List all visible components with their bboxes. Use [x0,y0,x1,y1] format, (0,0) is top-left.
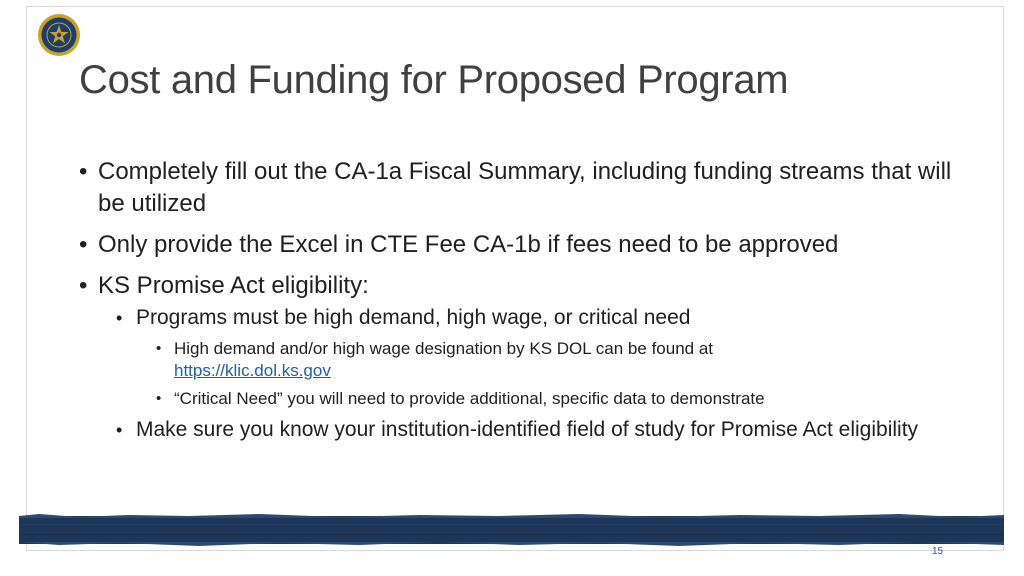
footer-band [19,514,1004,546]
bullet-item [78,229,978,261]
sub-bullet-item [78,304,978,332]
bullet-dot-icon: • [156,340,162,357]
sub-sub-bullet-item [78,338,978,382]
bullet-item [78,156,978,220]
klic-link[interactable]: https://klic.dol.ks.gov [174,361,331,380]
sub-sub-bullet-text: High demand and/or high wage designation by KS DOL can be found at [174,339,714,358]
bullet-dot-icon: • [156,390,162,407]
regents-seal-icon [37,13,81,57]
bullet-dot-icon: • [116,308,123,328]
bullet-text: Only provide the Excel in CTE Fee CA-1b if fees need to be approved [98,231,839,258]
sub-bullet-text: Programs must be high demand, high wage, or critical need [136,306,691,329]
page-number: 15 [932,546,944,557]
slide-title: Cost and Funding for Proposed Program [79,58,789,102]
bullet-dot-icon: • [79,231,88,258]
bullet-text: Completely fill out the CA-1a Fiscal Summary, including funding streams that will be utilized [98,158,952,217]
sub-bullet-item [78,416,978,444]
bullet-item [78,270,978,302]
bullet-list [78,156,978,446]
sub-bullet-text: Make sure you know your institution-identified field of study for Promise Act eligibility [136,418,919,441]
bullet-dot-icon: • [79,158,88,185]
bullet-dot-icon: • [116,420,123,440]
sub-sub-bullet-item [78,388,978,410]
bullet-dot-icon: • [79,272,88,299]
sub-sub-bullet-text: “Critical Need” you will need to provide additional, specific data to demonstrate [174,389,765,408]
bullet-text: KS Promise Act eligibility: [98,272,369,299]
